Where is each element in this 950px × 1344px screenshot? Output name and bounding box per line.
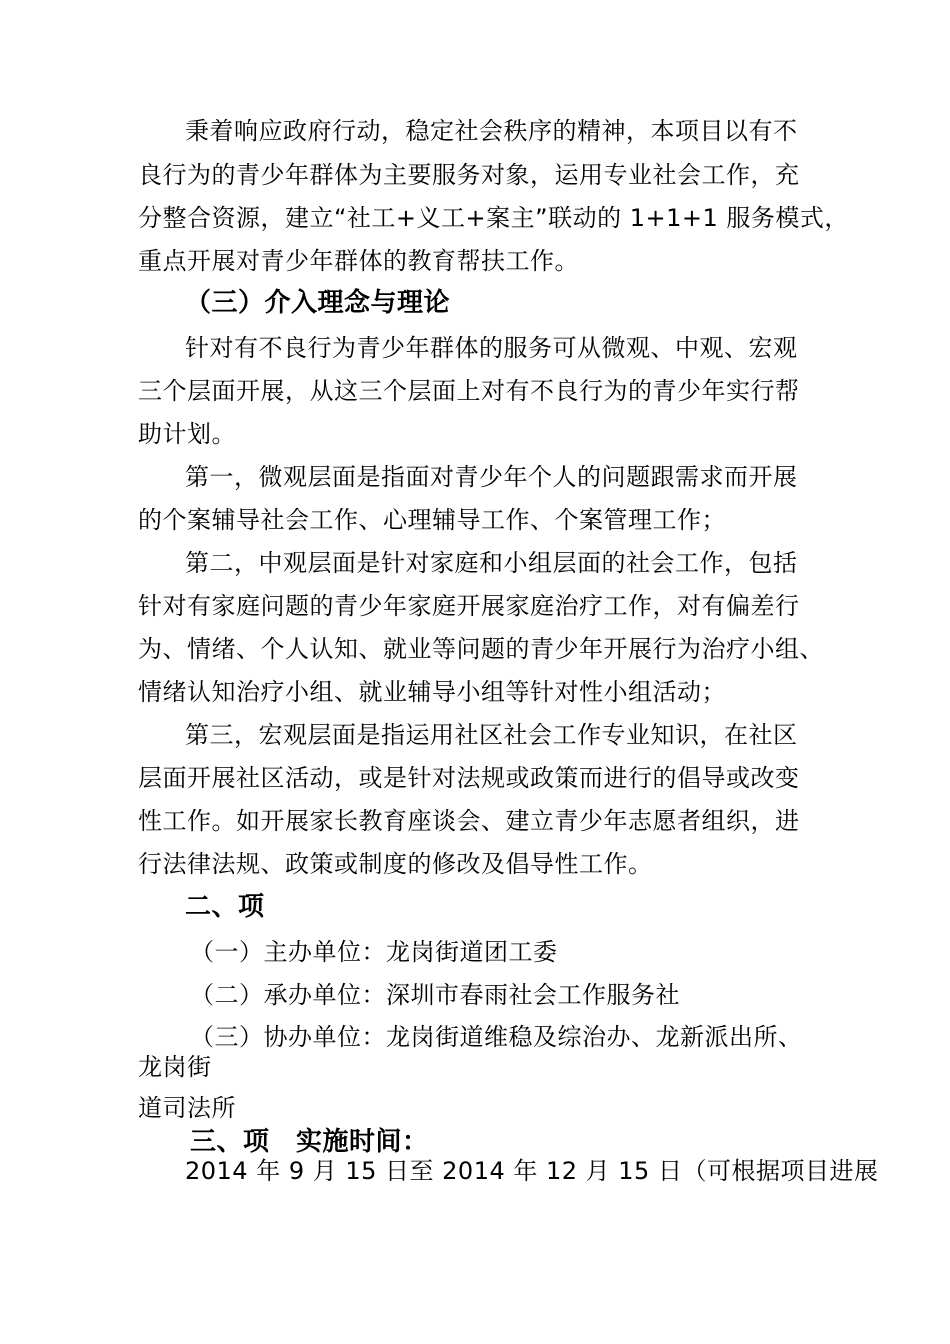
paragraph-5-line-3: 性工作。如开展家长教育座谈会、建立青少年志愿者组织，进	[138, 807, 800, 835]
organizer-unit: （二）承办单位：深圳市春雨社会工作服务社	[190, 981, 680, 1009]
paragraph-3-line-2: 的个案辅导社会工作、心理辅导工作、个案管理工作；	[138, 506, 726, 534]
assist-unit-line-2: 龙岗街	[138, 1053, 212, 1081]
section-heading-intervention: （三）介入理念与理论	[185, 288, 451, 318]
paragraph-5-line-1: 第三，宏观层面是指运用社区社会工作专业知识，在社区	[185, 721, 798, 749]
paragraph-5-line-2: 层面开展社区活动，或是针对法规或政策而进行的倡导或改变	[138, 764, 800, 792]
paragraph-2-line-1: 针对有不良行为青少年群体的服务可从微观、中观、宏观	[185, 334, 798, 362]
paragraph-4-line-3: 为、情绪、个人认知、就业等问题的青少年开展行为治疗小组、	[138, 635, 824, 663]
paragraph-1-line-1: 秉着响应政府行动，稳定社会秩序的精神，本项目以有不	[185, 117, 798, 145]
paragraph-2-line-3: 助计划。	[138, 420, 236, 448]
paragraph-2-line-2: 三个层面开展，从这三个层面上对有不良行为的青少年实行帮	[138, 377, 800, 405]
paragraph-4-line-4: 情绪认知治疗小组、就业辅导小组等针对性小组活动；	[138, 678, 726, 706]
section-heading-project: 二、项	[185, 892, 265, 922]
paragraph-1-line-2: 良行为的青少年群体为主要服务对象，运用专业社会工作，充	[138, 161, 800, 189]
paragraph-5-line-4: 行法律法规、政策或制度的修改及倡导性工作。	[138, 850, 653, 878]
paragraph-4-line-1: 第二，中观层面是针对家庭和小组层面的社会工作，包括	[185, 549, 798, 577]
section-heading-implementation-time: 三、项 实施时间：	[190, 1127, 429, 1157]
paragraph-1-line-4: 重点开展对青少年群体的教育帮扶工作。	[138, 247, 579, 275]
assist-unit-line-3: 道司法所	[138, 1094, 236, 1122]
paragraph-4-line-2: 针对有家庭问题的青少年家庭开展家庭治疗工作，对有偏差行	[138, 592, 800, 620]
host-unit: （一）主办单位：龙岗街道团工委	[190, 938, 558, 966]
paragraph-1-line-3: 分整合资源，建立“社工+义工+案主”联动的 1+1+1 服务模式，	[138, 204, 849, 232]
assist-unit-line-1: （三）协办单位：龙岗街道维稳及综治办、龙新派出所、	[190, 1023, 803, 1051]
paragraph-3-line-1: 第一，微观层面是指面对青少年个人的问题跟需求而开展	[185, 463, 798, 491]
implementation-time-text: 2014 年 9 月 15 日至 2014 年 12 月 15 日（可根据项目进展	[185, 1157, 879, 1185]
